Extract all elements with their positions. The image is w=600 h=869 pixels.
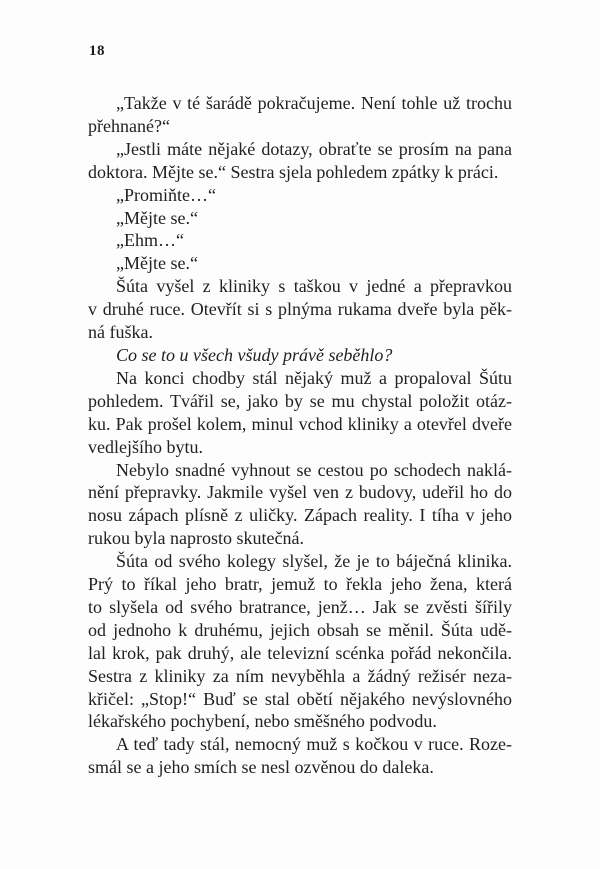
text-block <box>88 92 512 779</box>
paragraph <box>88 459 512 551</box>
text-line: nosu zápach plísně z uličky. Zápach reality. I tíha v jeho <box>88 505 512 526</box>
text-line: ná fuška. <box>88 322 153 343</box>
text-line: lékařského pochybení, nebo směšného podvodu. <box>88 711 437 732</box>
text-line: „Mějte se.“ <box>116 253 198 274</box>
paragraph <box>88 184 512 207</box>
text-line: „Jestli máte nějaké dotazy, obraťte se prosím na pana <box>116 138 512 159</box>
page-number: 18 <box>89 43 105 59</box>
text-line: Sestra z kliniky za ním nevyběhla a žádný režisér neza- <box>88 665 512 686</box>
paragraph <box>88 207 512 230</box>
text-line: lal krok, pak druhý, ale televizní scénka pořád nekončila. <box>88 642 512 663</box>
paragraph <box>88 92 512 138</box>
text-line: v druhé ruce. Otevřít si s plnýma rukama dveře byla pěk- <box>88 299 512 320</box>
text-line: A teď tady stál, nemocný muž s kočkou v ruce. Roze- <box>116 734 512 755</box>
paragraph <box>88 367 512 459</box>
text-line: vedlejšího bytu. <box>88 436 203 457</box>
paragraph <box>88 229 512 252</box>
paragraph <box>88 550 512 733</box>
text-line: křičel: „Stop!“ Buď se stal obětí nějakého nevýslovného <box>88 688 512 709</box>
text-line: „Mějte se.“ <box>116 207 198 228</box>
paragraph <box>88 138 512 184</box>
text-line: to slyšela od svého bratrance, jenž… Jak se zvěsti šířily <box>88 596 512 617</box>
text-line: „Takže v té šarádě pokračujeme. Není tohle už trochu <box>116 93 512 113</box>
paragraph <box>88 733 512 779</box>
text-line: od jednoho k druhému, jejich obsah se měnil. Šúta udě- <box>88 619 512 640</box>
text-line: Na konci chodby stál nějaký muž a propaloval Šútu <box>116 367 512 388</box>
text-line: „Ehm…“ <box>116 230 184 251</box>
text-line: Co se to u všech všudy právě seběhlo? <box>116 344 393 365</box>
paragraph <box>88 252 512 275</box>
text-line: pohledem. Tvářil se, jako by se mu chystal položit otáz- <box>88 390 512 411</box>
text-line: ku. Pak prošel kolem, minul vchod kliniky a otevřel dveře <box>88 413 512 434</box>
text-line: rukou byla naprosto skutečná. <box>88 528 304 549</box>
text-line: Šúta od svého kolegy slyšel, že je to báječná klinika. <box>116 551 512 572</box>
text-line: Prý to říkal jeho bratr, jemuž to řekla jeho žena, která <box>88 574 512 595</box>
text-line: přehnané?“ <box>88 115 170 136</box>
paragraph-italic <box>88 344 512 367</box>
text-line: Šúta vyšel z kliniky s taškou v jedné a přepravkou <box>116 276 512 297</box>
text-line: „Promiňte…“ <box>116 184 216 205</box>
text-line: nění přepravky. Jakmile vyšel ven z budovy, udeřil ho do <box>88 482 512 503</box>
text-line: doktora. Mějte se.“ Sestra sjela pohledem zpátky k práci. <box>88 161 499 182</box>
text-line: Nebylo snadné vyhnout se cestou po schodech naklá- <box>116 459 512 480</box>
text-line: smál se a jeho smích se nesl ozvěnou do daleka. <box>88 757 434 778</box>
paragraph <box>88 275 512 344</box>
